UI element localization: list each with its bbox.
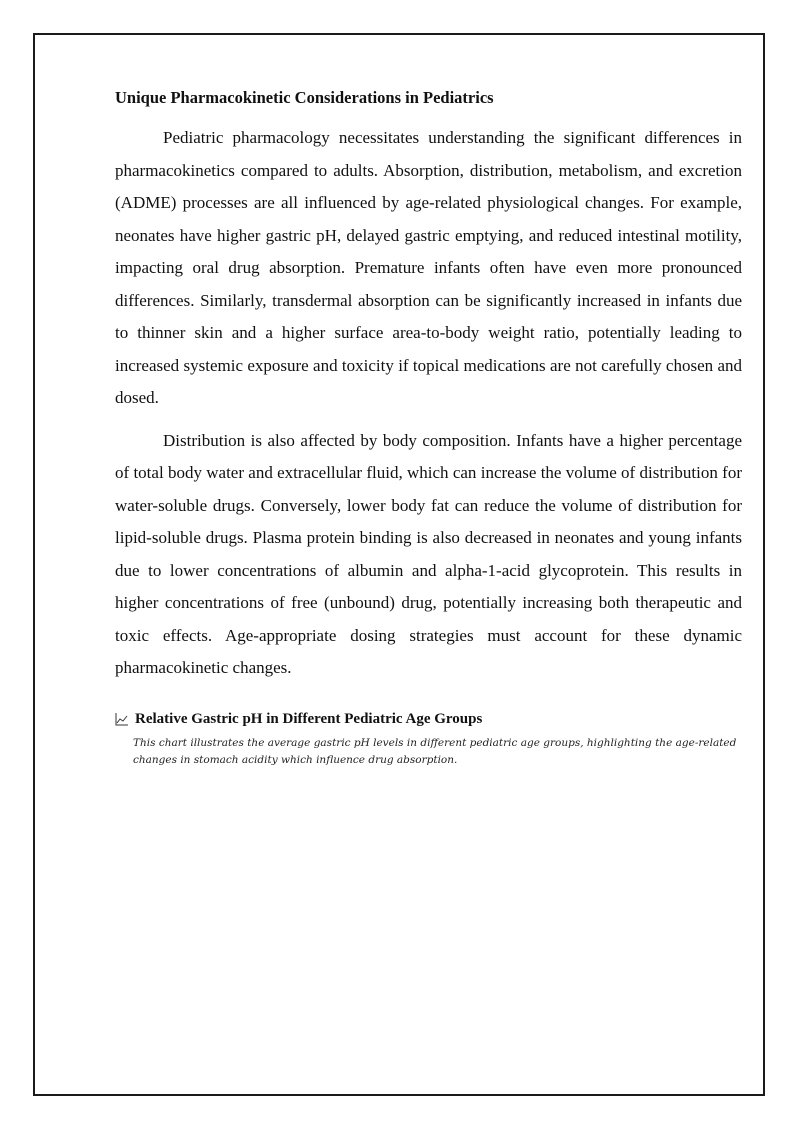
document-body [115, 86, 742, 769]
chart-block [115, 709, 742, 769]
chart-heading [115, 709, 742, 729]
paragraph-absorption: Pediatric pharmacology necessitates understanding the significant differences in pharmacokinetics compared to adults. Absorption, distribution, metabolism, and excretion (ADME) processes are all influenced by age-related physiological changes. For example, neonates have higher gastric pH, delayed gastric emptying, and reduced intestinal motility, impacting oral drug absorption. Premature infants often have even more pronounced differences. Similarly, transdermal absorption can be significantly increased in infants due to thinner skin and a higher surface area-to-body weight ratio, potentially leading to increased systemic exposure and toxicity if topical medications are not carefully chosen and dosed. [115, 128, 742, 407]
chart-caption: This chart illustrates the average gastric pH levels in different pediatric age groups, highlighting the age-related changes in stomach acidity which influence drug absorption. [133, 736, 737, 766]
chart-title: Relative Gastric pH in Different Pediatric Age Groups [135, 710, 483, 727]
paragraph-distribution: Distribution is also affected by body composition. Infants have a higher percentage of total body water and extracellular fluid, which can increase the volume of distribution for water-soluble drugs. Conversely, lower body fat can reduce the volume of distribution for lipid-soluble drugs. Plasma protein binding is also decreased in neonates and young infants due to lower concentrations of albumin and alpha-1-acid glycoprotein. This results in higher concentrations of free (unbound) drug, potentially increasing both therapeutic and toxic effects. Age-appropriate dosing strategies must account for these dynamic pharmacokinetic changes. [115, 430, 742, 677]
chart-line-icon [115, 712, 129, 726]
section-heading: Unique Pharmacokinetic Considerations in Pediatrics [115, 88, 494, 107]
